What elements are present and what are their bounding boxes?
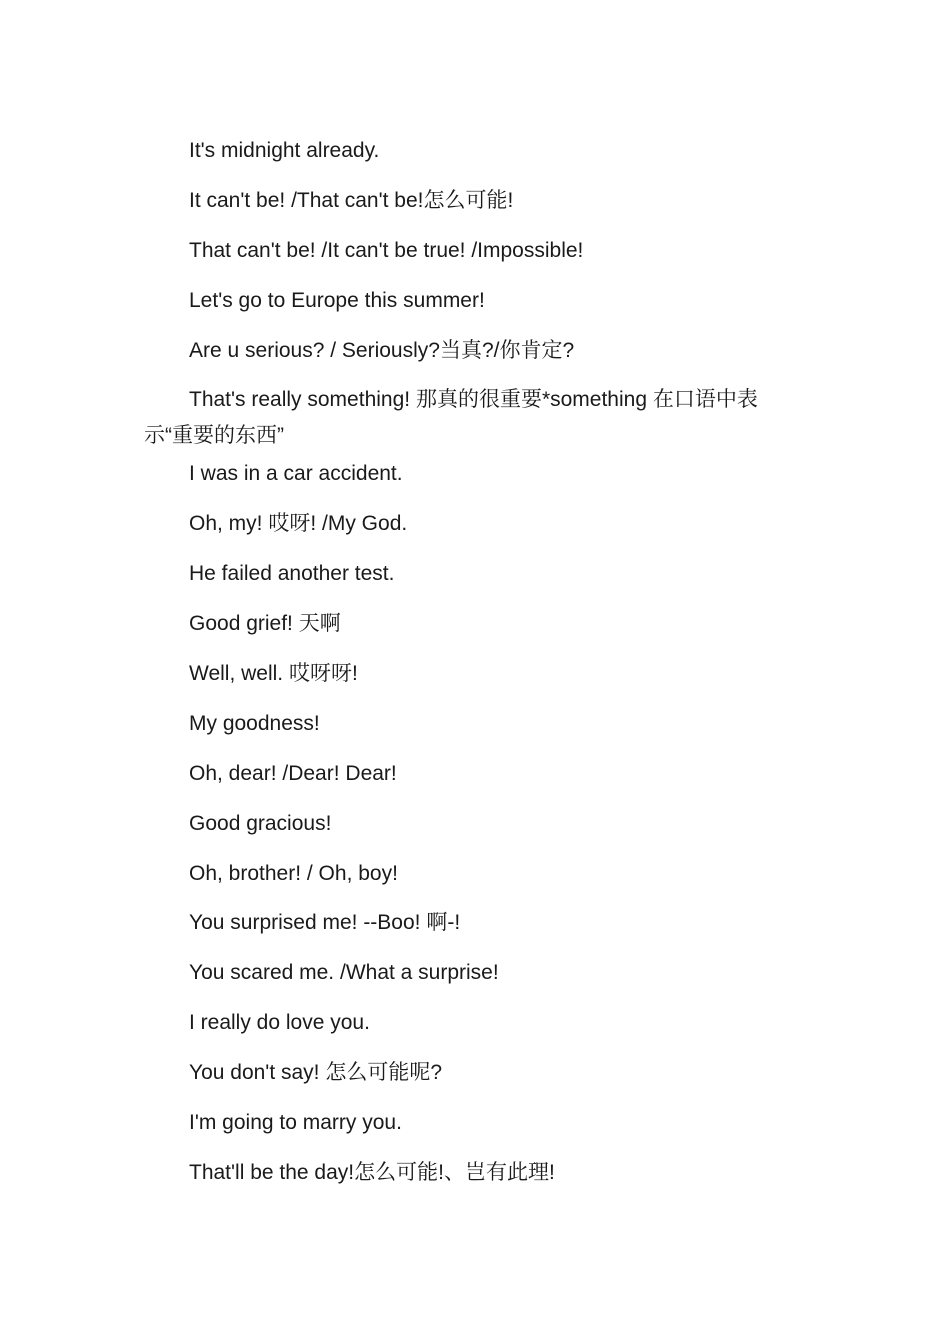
text-line: He failed another test. [189,562,395,586]
text-line: Good gracious! [189,811,332,835]
wrapped-paragraph [144,382,804,454]
text-line: My goodness! [189,711,320,735]
wrapped-line-second: 示“重要的东西” [144,424,284,448]
text-line: Good grief! 天啊 [189,612,341,636]
text-line: That'll be the day!怎么可能!、岂有此理! [189,1160,555,1184]
text-line: Oh, brother! / Oh, boy! [189,861,398,885]
text-line: Oh, my! 哎呀! /My God. [189,512,408,536]
text-line: It's midnight already. [189,139,380,162]
text-line: You scared me. /What a surprise! [189,961,499,985]
text-line: You surprised me! --Boo! 啊-! [189,911,461,935]
text-line: That can't be! /It can't be true! /Impossible! [189,238,584,262]
text-line: Well, well. 哎呀呀! [189,662,358,686]
text-line: Oh, dear! /Dear! Dear! [189,761,397,785]
wrapped-line-first: That's really something! 那真的很重要*something 在口语中表 [189,388,758,412]
text-line: I was in a car accident. [189,462,403,486]
text-line: Are u serious? / Seriously?当真?/你肯定? [189,338,575,362]
text-line: I really do love you. [189,1011,370,1035]
text-line: I'm going to marry you. [189,1111,402,1135]
document-body [144,133,804,1205]
text-line: It can't be! /That can't be!怎么可能! [189,188,514,212]
text-line: You don't say! 怎么可能呢? [189,1061,443,1085]
text-line: Let's go to Europe this summer! [189,288,485,312]
